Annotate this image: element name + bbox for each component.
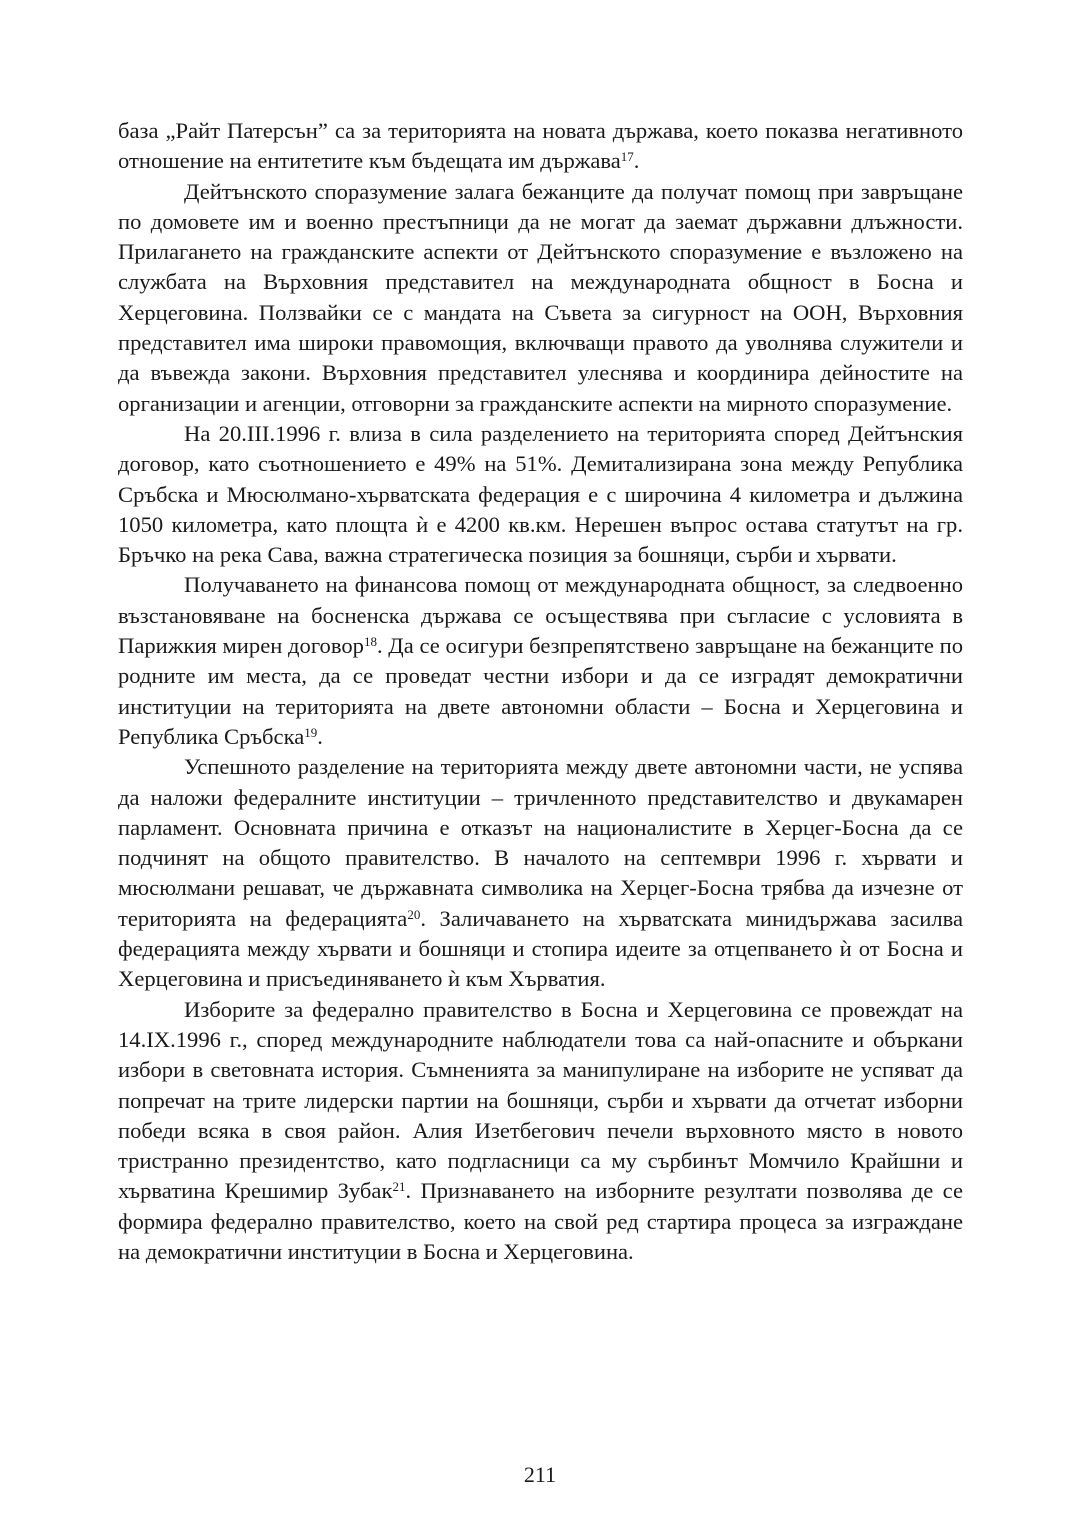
paragraph [118,177,963,419]
paragraph [118,570,963,752]
text-run: . Признаването на изборните резултати позволява де се формира федерално правителство, което на свой ред стартира процеса за изграждане на демократични институции в Босна и Херцеговина. [118,1178,964,1264]
text-run: Изборите за федерално правителство в Босна и Херцеговина се провеждат на 14.IX.1996 г., според международните наблюдатели това са най-опасните и объркани избори в световната история. Съмненията за манипулиране на изборите не успяват да попречат на трите лидерски партии на бошняци, сърби и хървати да отчетат изборни победи всяка в своя район. Алия Изетбегович печели върховното място в новото тристранно президентство, като подгласници са му сърбинът Момчило Крайшни и хърватина Крешимир Зубак [118,996,963,1204]
footnote-ref: 21 [392,1179,406,1195]
body-text [118,116,963,1267]
paragraph [118,752,963,994]
paragraph [118,995,963,1268]
text-run: база „Райт Патерсън” са за територията на новата държава, което показва негативното отношение на ентитетите към бъдещата им държава [118,118,963,174]
page-body [118,116,963,1267]
footnote-ref: 18 [363,633,377,649]
footnote-ref: 20 [407,906,421,922]
text-run: . Да се осигури безпрепятствено завръщане на бежанците по родните им места, да се проведат честни избори и да се изградят демократични институции на територията на двете автономни области – Босна и Херцеговина и Република Сръбска [118,633,963,749]
footnote-ref: 17 [620,149,634,165]
text-run: . Заличаването на хърватската минидържава засилва федерацията между хървати и бошняци и стопира идеите за отцепването ѝ от Босна и Херцеговина и присъединяването ѝ към Хърватия. [118,905,963,992]
page-number: 211 [523,1462,557,1487]
text-run: . [317,723,323,749]
paragraph [118,116,963,177]
text-run: На 20.III.1996 г. влиза в сила разделението на територията според Дейтънския договор, като съотношението е 49% на 51%. Демитализирана зона между Република Сръбска и Мюсюлмано-хърватската федерация е с широчина 4 километра и дължина 1050 километра, като площта ѝ е 4200 кв.км. Нерешен въпрос остава статутът на гр. Бръчко на река Сава, важна стратегическа позиция за бошняци, сърби и хървати. [118,420,963,568]
text-run: Получаването на финансова помощ от международната общност, за следвоенно възстановяване на босненска държава се осъществява при съгласие с условията в Парижкия мирен договор [118,572,963,659]
text-run: Успешното разделение на територията между двете автономни части, не успява да наложи федералните институции – тричленното представителство и двукамарен парламент. Основната причина е отказът на националистите в Херцег-Босна да се подчинят на общото правителство. В началото на септември 1996 г. хървати и мюсюлмани решават, че държавната символика на Херцег-Босна трябва да изчезне от територията на федерацията [118,754,963,931]
paragraph [118,419,963,570]
text-run: Дейтънското споразумение залага бежанците да получат помощ при завръщане по домовете им и военно престъпници да не могат да заемат държавни длъжности. Прилагането на гражданските аспекти от Дейтънското споразумение е възложено на службата на Върховния представител на международната общност в Босна и Херцеговина. Ползвайки се с мандата на Съвета за сигурност на ООН, Върховния представител има широки правомощия, включващи правото да уволнява служители и да въвежда закони. Върховния представител улеснява и координира дейностите на организации и агенции, отговорни за гражданските аспекти на мирното споразумение. [118,178,963,416]
text-run: . [633,148,640,174]
footnote-ref: 19 [304,724,318,740]
